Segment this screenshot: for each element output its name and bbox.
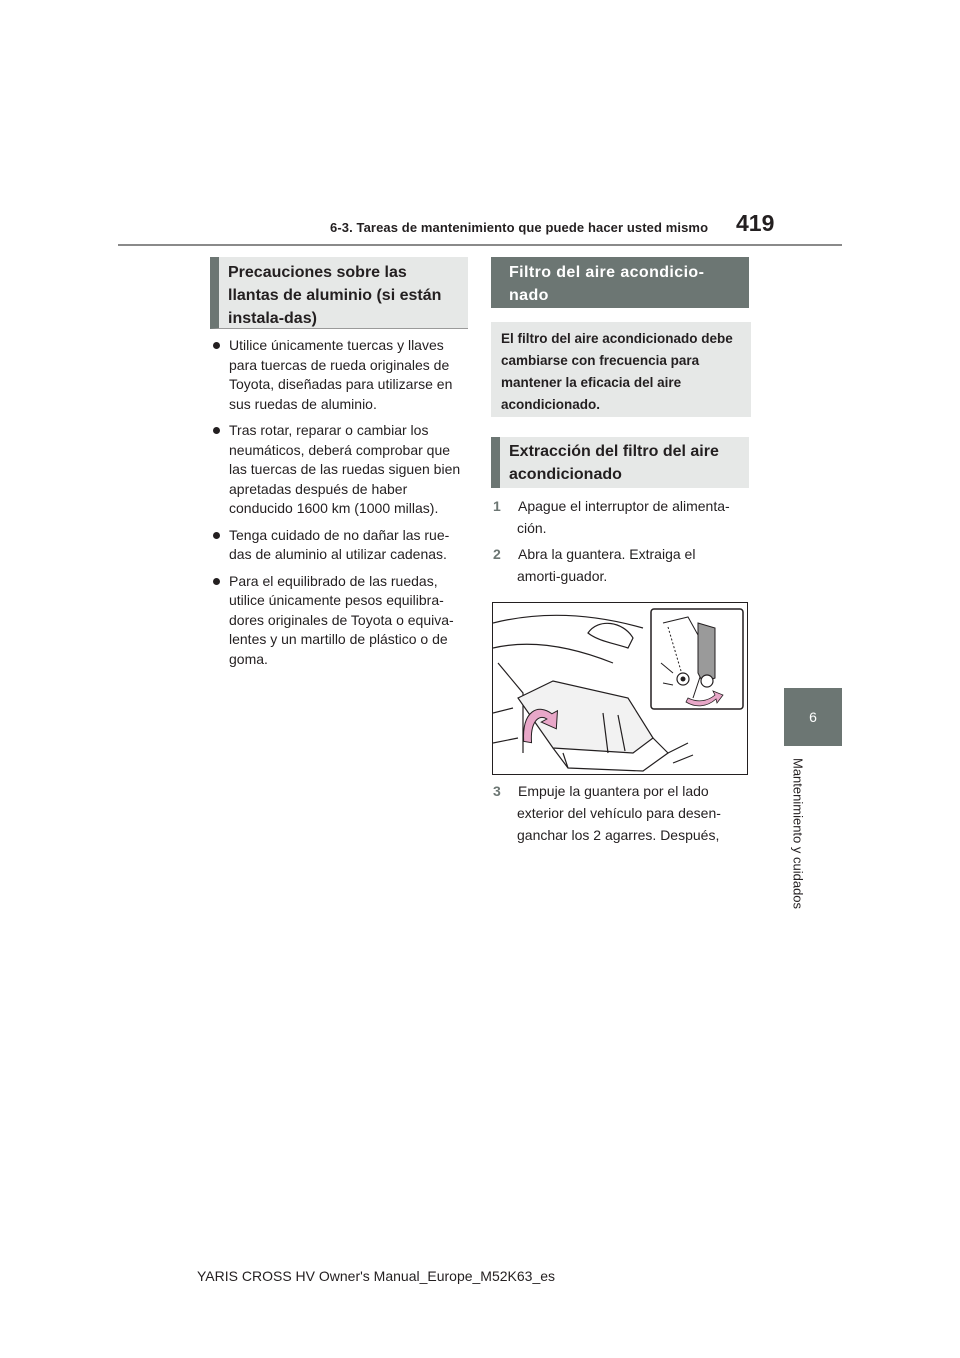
step-text: Abra la guantera. Extraiga el amorti-guador. [517, 546, 696, 584]
list-item [212, 526, 470, 565]
step-number: 2 [493, 546, 501, 562]
list-item [212, 336, 470, 414]
heading-aluminum-wheels-text: Precauciones sobre las llantas de aluminio (si están instala-das) [228, 264, 442, 327]
info-box [491, 322, 751, 417]
list-item [212, 572, 470, 670]
step-2 [492, 543, 737, 587]
footer-manual-id: YARIS CROSS HV Owner's Manual_Europe_M52K63_es [197, 1268, 556, 1284]
list-item-text: Tras rotar, reparar o cambiar los neumáticos, deberá comprobar que las tuercas de las ruedas siguen bien apretadas después de haber conducido 1600 km (1000 millas). [229, 422, 461, 516]
bullet-icon [213, 427, 220, 434]
section-title: 6-3. Tareas de mantenimiento que puede hacer usted mismo [330, 220, 709, 235]
chapter-label: Mantenimiento y cuidados [790, 758, 806, 910]
illustration-svg [493, 603, 747, 774]
step-number: 3 [493, 783, 501, 799]
list-item-text: Para el equilibrado de las ruedas, utilice únicamente pesos equilibra-dores originales de Toyota o equiva-lentes y un martillo de plástico o de goma. [229, 572, 454, 667]
header-rule [118, 244, 842, 246]
step-3 [492, 780, 737, 846]
chapter-tab[interactable] [784, 688, 842, 746]
heading-filter-removal-text: Extracción del filtro del aire acondicionado [509, 443, 719, 483]
bullet-icon [213, 532, 220, 539]
heading-filter-removal [491, 437, 749, 488]
list-item-text: Tenga cuidado de no dañar las rue-das de aluminio al utilizar cadenas. [229, 526, 450, 562]
chapter-number: 6 [809, 709, 817, 725]
heading-ac-filter [491, 257, 749, 308]
heading-ac-filter-text: Filtro del aire acondicio-nado [509, 264, 705, 304]
list-item [212, 421, 470, 519]
page-number: 419 [736, 210, 775, 236]
step-text: Empuje la guantera por el lado exterior del vehículo para desen-ganchar los 2 agarres. Después, [517, 783, 721, 843]
bullet-icon [213, 578, 220, 585]
step-number: 1 [493, 498, 501, 514]
info-text: El filtro del aire acondicionado debe cambiarse con frecuencia para mantener la eficacia del aire acondicionado. [501, 331, 733, 412]
precautions-list [212, 336, 470, 676]
step-text: Apague el interruptor de alimenta-ción. [517, 498, 730, 536]
glove-box-damper-illustration-icon [492, 602, 748, 775]
step-1 [492, 495, 737, 539]
heading-aluminum-wheels [210, 257, 468, 329]
bullet-icon [213, 342, 220, 349]
chapter-side-label [784, 758, 812, 918]
list-item-text: Utilice únicamente tuercas y llaves para tuercas de rueda originales de Toyota, diseñadas para utilizarse en sus ruedas de aluminio. [229, 337, 453, 412]
